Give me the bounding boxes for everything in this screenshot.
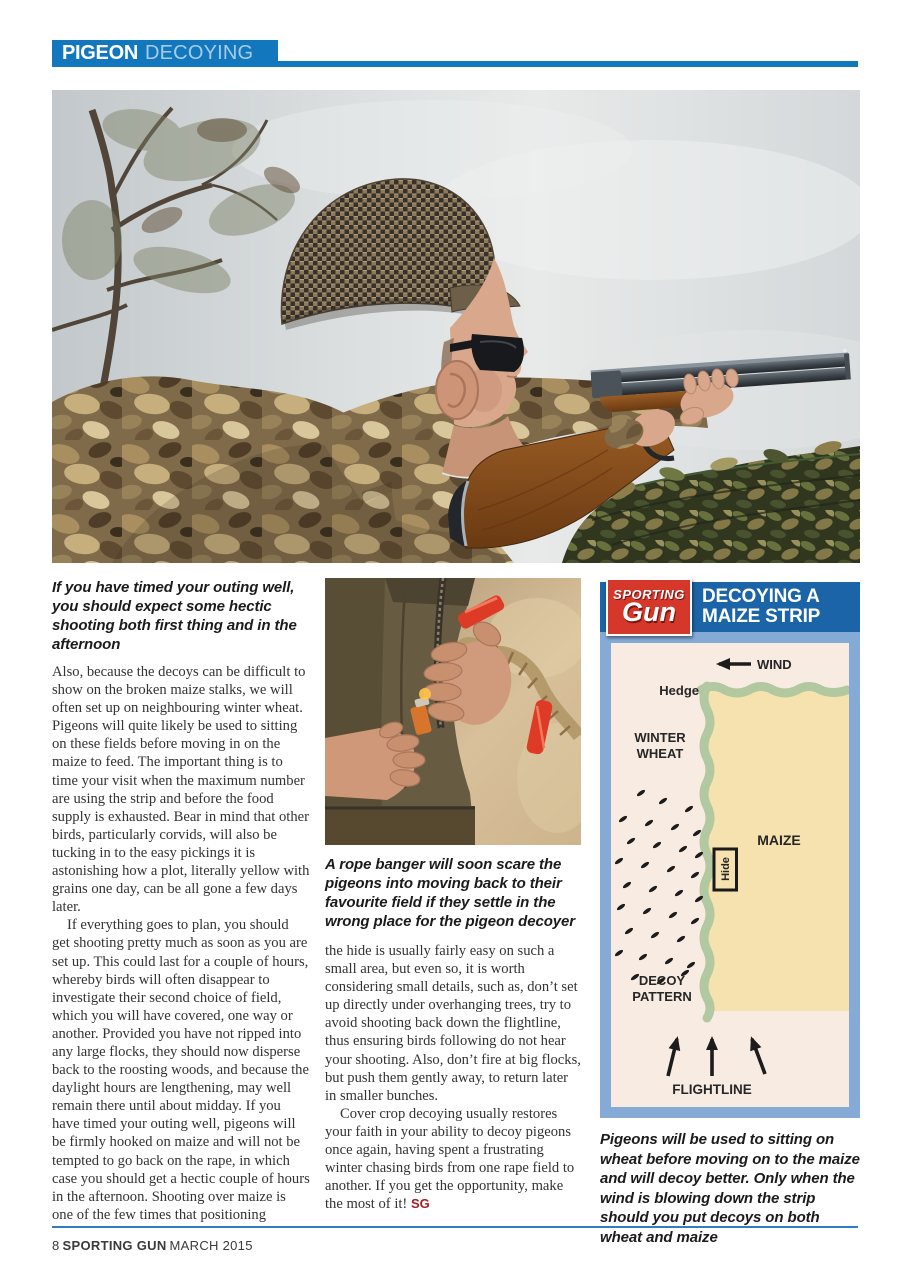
page-footer: [52, 1238, 253, 1253]
issue-date: MARCH 2015: [169, 1238, 253, 1253]
maize-label: MAIZE: [757, 832, 801, 848]
section-title-secondary: DECOYING: [145, 42, 254, 64]
flightline-label: FLIGHTLINE: [672, 1082, 752, 1097]
decoy-pattern-marks: [614, 789, 704, 986]
diagram-title-line1: DECOYING A: [702, 586, 820, 607]
article-paragraph-4: [325, 1105, 581, 1214]
end-tag: SG: [410, 1196, 430, 1212]
rope-photo-illustration: [325, 578, 581, 845]
intro-caption: If you have timed your outing well, you should expect some hectic shooting both first thing and in the afternoon: [52, 579, 297, 653]
hide-label: Hide: [720, 857, 732, 881]
maize-strip-diagram: [611, 643, 849, 1107]
logo-text-bottom: Gun: [622, 597, 676, 627]
flightline-arrows: [668, 1039, 765, 1076]
sunglasses: [471, 334, 524, 372]
text-column-2: [325, 578, 581, 1213]
decoy-pattern-label-line2: PATTERN: [632, 989, 692, 1004]
diagram-field: [611, 643, 849, 1107]
hedge-label: Hedge: [659, 683, 699, 698]
article-paragraph-4-text: Cover crop decoying usually restores your faith in your ability to decoy pigeons once again, having spent a frustrating winter chasing birds from one rape field to another. If you get the opportunity, make the most of it!: [325, 1105, 575, 1213]
diagram-header: [600, 578, 860, 632]
main-photo-illustration: [52, 90, 860, 563]
winter-wheat-label-line2: WHEAT: [636, 746, 684, 761]
diagram-frame: [600, 632, 860, 1118]
article-paragraph-3: the hide is usually fairly easy on such a small area, but even so, it is worth considering small details, such as, don’t set up directly under overhanging trees, try to avoid shooting back down the flightline, thus ensuring birds following do not hear your shooting. Also, don’t fire at big flocks, but push them gently away, to return later in smaller bunches.: [325, 943, 581, 1104]
diagram-panel: [600, 578, 860, 1247]
wind-label: WIND: [757, 657, 792, 672]
decoy-pattern-label-line1: DECOY: [638, 973, 686, 988]
sporting-gun-logo: [606, 578, 692, 636]
page-number: 8: [52, 1238, 60, 1253]
main-photo: [52, 90, 860, 563]
rope-banger-photo: [325, 578, 581, 845]
section-title-primary: PIGEON: [62, 42, 138, 64]
ear: [436, 361, 478, 419]
text-column-1: [52, 578, 310, 1224]
diagram-caption: Pigeons will be used to sitting on wheat before moving on to the maize and will decoy better. Only when the wind is blowing down the strip should you put decoys on both wheat and maize: [600, 1131, 860, 1246]
section-header-banner: [52, 40, 278, 67]
logo-text-top: SPORTING: [613, 587, 685, 602]
diagram-title-line2: MAIZE STRIP: [702, 606, 821, 627]
footer-rule: [52, 1226, 858, 1228]
article-paragraph-1: Also, because the decoys can be difficult to show on the broken maize stalks, we will often set up on neighbouring winter wheat. Pigeons will quite likely be used to sitting on these fields before moving in on the maize to feed. The important thing is to time your visit when the maximum number are using the strip and before the food supply is exhausted. Bear in mind that other birds, particularly corvids, will also be tucking in to the easy pickings it is astonishing how a plot, literally yellow with grains one day, can be all gone a few days later.: [52, 664, 310, 916]
rope-photo-caption: A rope banger will soon scare the pigeons into moving back to their favourite field if they settle in the wrong place for the pigeon decoyer: [325, 856, 575, 930]
article-paragraph-2: If everything goes to plan, you should get shooting pretty much as soon as you are set up. This could last for a couple of hours, whereby birds will often disappear to investigate their second choice of field, which you will have covered, one way or another. Provided you have not ripped into any large flocks, they should now disperse back to the roosting woods, and because the daylight hours are lengthening, may well remain there until about midday. If you have timed your outing well, pigeons will be firmly hooked on maize and will not be tempted to go back on the rape, in which case you should get a hectic couple of hours in the afternoon. Shooting over maize is one of the few times that positioning: [52, 917, 310, 1223]
diagram-title: [702, 587, 820, 627]
magazine-name: SPORTING GUN: [62, 1238, 167, 1253]
winter-wheat-label-line1: WINTER: [634, 730, 686, 745]
